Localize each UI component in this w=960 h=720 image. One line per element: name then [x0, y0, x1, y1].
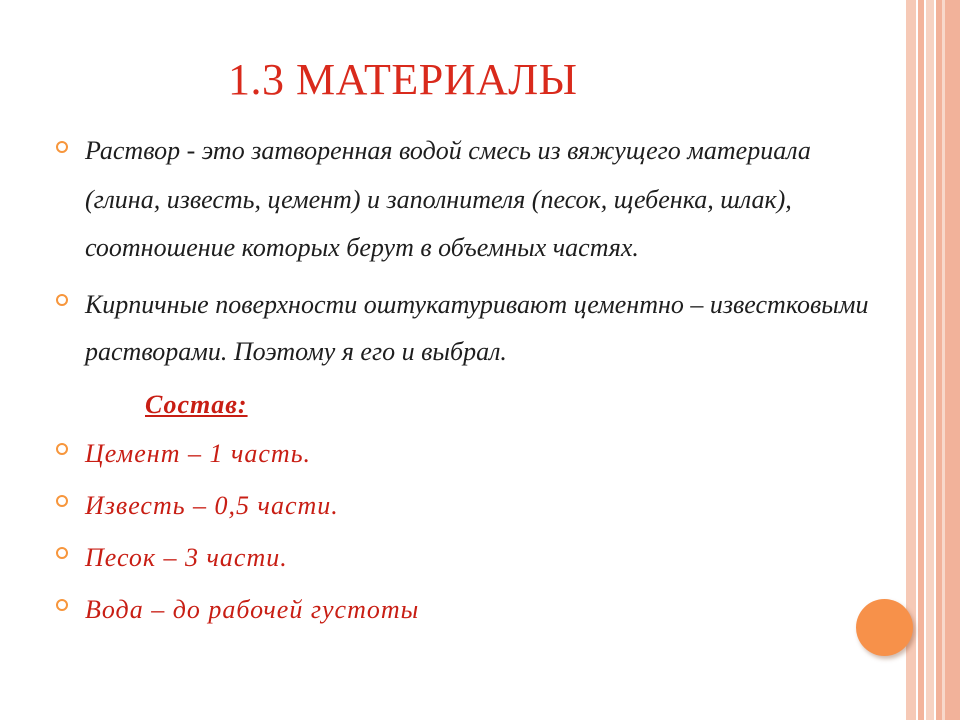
composition-text: Вода – до рабочей густоты [85, 594, 420, 624]
bullet-circle-icon [56, 547, 68, 559]
composition-item-sand [56, 532, 886, 584]
composition-text: Песок – 3 части. [85, 542, 288, 572]
bullet-circle-icon [56, 294, 68, 306]
decorative-stripe [942, 0, 945, 720]
bullet-circle-icon [56, 443, 68, 455]
decorative-stripe [918, 0, 924, 720]
bullet-item-definition [56, 127, 886, 273]
composition-item-lime [56, 480, 886, 532]
bullet-item-usage [56, 281, 886, 375]
composition-item-cement [56, 428, 886, 480]
decorative-stripe [926, 0, 934, 720]
decorative-circle [856, 599, 913, 656]
composition-heading: Состав: [145, 389, 248, 419]
bullet-circle-icon [56, 495, 68, 507]
bullet-circle-icon [56, 599, 68, 611]
composition-item-water [56, 584, 886, 636]
decorative-stripe [936, 0, 960, 720]
slide-body [56, 127, 886, 636]
bullet-text: Раствор - это затворенная водой смесь из вяжущего материала (глина, известь, цемент) и заполнителя (песок, щебенка, шлак), соотношение которых берут в объемных частях. [85, 136, 811, 262]
slide-title: 1.3 МАТЕРИАЛЫ [228, 55, 578, 104]
bullet-circle-icon [56, 141, 68, 153]
composition-text: Цемент – 1 часть. [85, 438, 312, 468]
bullet-text: Кирпичные поверхности оштукатуривают цементно – известковыми растворами. Поэтому я его и выбрал. [85, 289, 869, 366]
composition-text: Известь – 0,5 части. [85, 490, 339, 520]
